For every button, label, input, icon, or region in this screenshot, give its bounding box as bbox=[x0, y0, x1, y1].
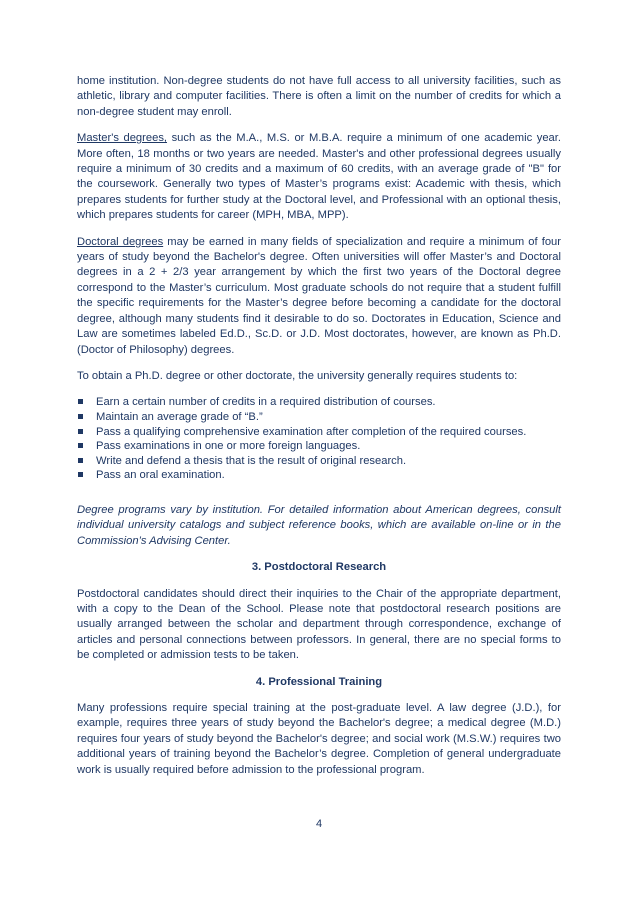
bullet-square-icon bbox=[78, 458, 83, 463]
heading-postdoctoral-research: 3. Postdoctoral Research bbox=[251, 561, 387, 574]
paragraph-masters bbox=[77, 131, 561, 223]
bullet-square-icon bbox=[78, 429, 83, 434]
document-page bbox=[77, 74, 561, 789]
degree-programs-note: Degree programs vary by institution. For detailed information about American degrees, consult individual university catalogs and subject reference books, which are available on-line or in the Commission’s Advising Center. bbox=[77, 503, 561, 547]
masters-degrees-text: such as the M.A., M.S. or M.B.A. require a minimum of one academic year. More often, 18 months or two years are needed. Master's and other professional degrees usually require a minimum of 30 credits and a maximum of 60 credits, with an average grade of "B" for the coursework. Generally two types of Master’s programs exist: Academic with thesis, which prepares students for further study at the Doctoral level, and Professional with an optional thesis, which prepares students for career (MPH, MBA, MPP). bbox=[77, 132, 561, 222]
paragraph-doctoral bbox=[77, 235, 561, 358]
paragraph-phd-intro: To obtain a Ph.D. degree or other doctorate, the university generally requires students to: bbox=[77, 369, 518, 382]
bullet-square-icon bbox=[78, 414, 83, 419]
doctoral-degrees-text: may be earned in many fields of specialization and require a minimum of four years of study beyond the Bachelor's degree. Often universities will offer Master’s and Doctoral degrees in a 2 + 2/3 year arrangement by which the first two years of the Doctoral degree correspond to the Master’s curriculum. Most graduate schools do not require that a student fulfill the specific requirements for the Master’s degree before becoming a candidate for the doctoral degree, although many students find it desirable to do so. Doctorates in Education, Science and Law are sometimes labeled Ed.D., Sc.D. or J.D. Most doctorates, however, are known as Ph.D. (Doctor of Philosophy) degrees. bbox=[77, 235, 561, 356]
list-item: Maintain an average grade of “B.” bbox=[77, 410, 561, 425]
bullet-square-icon bbox=[78, 443, 83, 448]
doctoral-degrees-label: Doctoral degrees bbox=[77, 235, 164, 248]
paragraph-postdoctoral: Postdoctoral candidates should direct their inquiries to the Chair of the appropriate department, with a copy to the Dean of the School. Please note that postdoctoral research positions are usually arranged between the scholar and department through correspondence, exchange of articles and personal connections between professors. In general, there are no special forms to be completed or admission tests to be taken. bbox=[77, 587, 561, 662]
paragraph-nondegree: home institution. Non-degree students do not have full access to all university facilities, such as athletic, library and computer facilities. There is often a limit on the number of credits for which a non-degree student may enroll. bbox=[77, 75, 561, 118]
list-item: Write and defend a thesis that is the result of original research. bbox=[77, 454, 561, 469]
page-number: 4 bbox=[315, 818, 323, 830]
list-item: Pass an oral examination. bbox=[77, 468, 561, 483]
list-item: Pass a qualifying comprehensive examination after completion of the required courses. bbox=[77, 425, 561, 440]
masters-degrees-label: Master's degrees, bbox=[77, 132, 168, 145]
requirements-list bbox=[77, 395, 561, 483]
paragraph-professional: Many professions require special training at the post-graduate level. A law degree (J.D.), for example, requires three years of study beyond the Bachelor's degree; a medical degree (M.D.) requires four years of study beyond the Bachelor's degree; and social work (M.S.W.) requires two additional years of training beyond the Bachelor’s degree. Completion of general undergraduate work is usually required before admission to the professional program. bbox=[77, 701, 561, 776]
bullet-square-icon bbox=[78, 472, 83, 477]
list-item: Pass examinations in one or more foreign languages. bbox=[77, 439, 561, 454]
heading-professional-training: 4. Professional Training bbox=[255, 675, 383, 688]
bullet-square-icon bbox=[78, 399, 83, 404]
list-item: Earn a certain number of credits in a required distribution of courses. bbox=[77, 395, 561, 410]
